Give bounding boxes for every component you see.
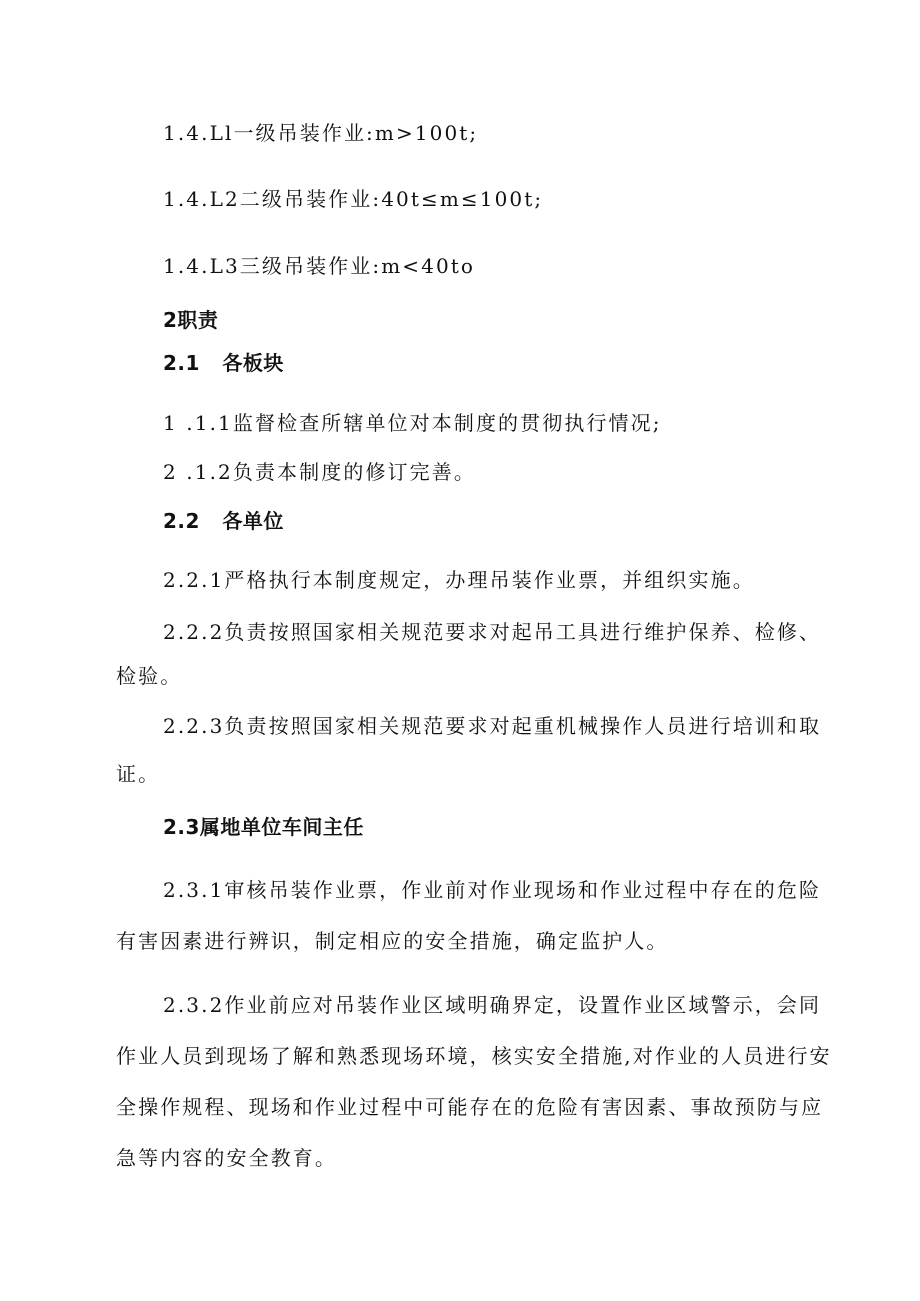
paragraph-2-3-2-line1: 2.3.2作业前应对吊装作业区域明确界定，设置作业区域警示，会同 (163, 993, 822, 1017)
paragraph-2-2-2-line2: 检验。 (116, 664, 183, 688)
item-level-3: 1.4.L3三级吊装作业:m<40to (163, 254, 476, 278)
paragraph-1-1-1: 1 .1.1监督检查所辖单位对本制度的贯彻执行情况; (163, 411, 662, 435)
subheading-2-1: 2.1 各板块 (163, 351, 284, 375)
paragraph-2-3-2-line2: 作业人员到现场了解和熟悉现场环境，核实安全措施,对作业的人员进行安 (116, 1044, 832, 1068)
paragraph-2-3-2-line4: 急等内容的安全教育。 (116, 1146, 337, 1170)
section-heading-responsibilities: 2职责 (163, 308, 219, 332)
item-level-2: 1.4.L2二级吊装作业:40t≤m≤100t; (163, 187, 544, 211)
paragraph-2-3-2-line3: 全操作规程、现场和作业过程中可能存在的危险有害因素、事故预防与应 (116, 1095, 824, 1119)
paragraph-2-2-1: 2.2.1严格执行本制度规定，办理吊装作业票，并组织实施。 (163, 568, 755, 592)
paragraph-2-3-1-line1: 2.3.1审核吊装作业票，作业前对作业现场和作业过程中存在的危险 (163, 878, 822, 902)
item-level-1: 1.4.Ll一级吊装作业:m>100t; (163, 121, 479, 145)
paragraph-2-2-3-line2: 证。 (116, 762, 161, 786)
subheading-2-2: 2.2 各单位 (163, 509, 284, 533)
paragraph-1-1-2: 2 .1.2负责本制度的修订完善。 (163, 460, 476, 484)
paragraph-2-2-3-line1: 2.2.3负责按照国家相关规范要求对起重机械操作人员进行培训和取 (163, 714, 822, 738)
subheading-2-3: 2.3属地单位车间主任 (163, 815, 364, 839)
paragraph-2-2-2-line1: 2.2.2负责按照国家相关规范要求对起吊工具进行维护保养、检修、 (163, 620, 822, 644)
paragraph-2-3-1-line2: 有害因素进行辨识，制定相应的安全措施，确定监护人。 (116, 929, 669, 953)
